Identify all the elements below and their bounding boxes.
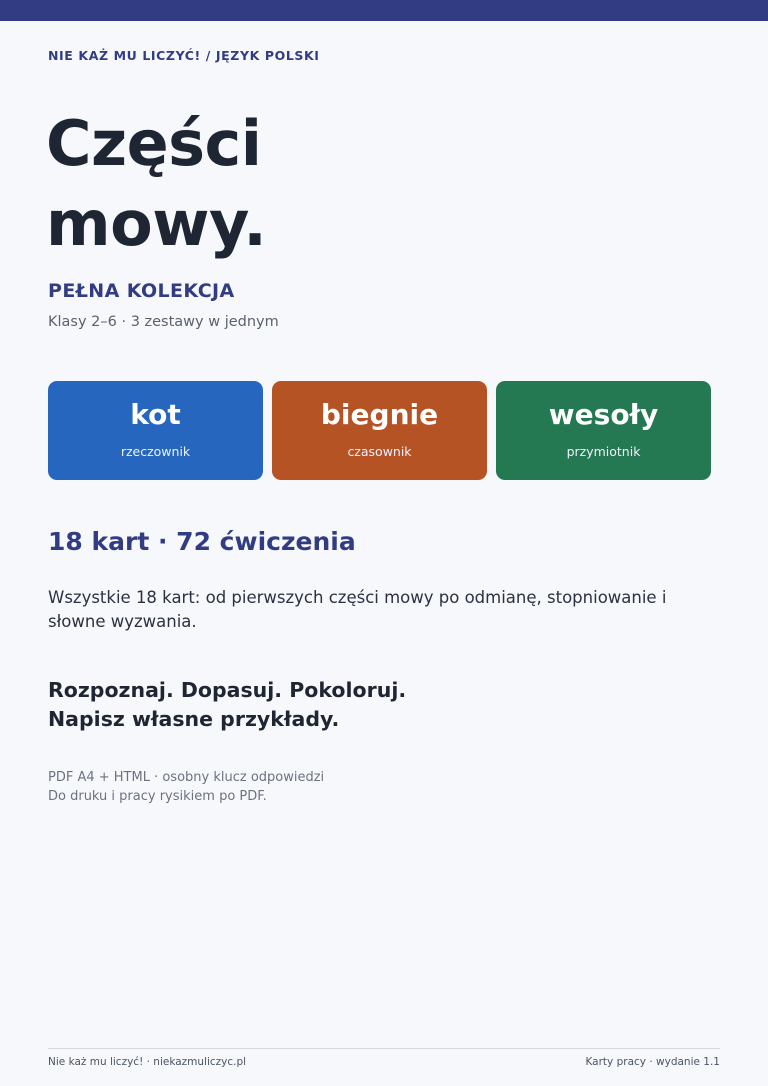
footer-site: Nie każ mu liczyć! · niekazmuliczyc.pl bbox=[48, 1056, 247, 1068]
card-part-of-speech: przymiotnik bbox=[566, 444, 641, 459]
page-title bbox=[46, 104, 266, 264]
footer-edition: Karty pracy · wydanie 1.1 bbox=[585, 1056, 720, 1068]
card-word: biegnie bbox=[320, 398, 439, 431]
page-title-line-1: Części bbox=[46, 107, 262, 180]
footer-divider bbox=[48, 1048, 720, 1049]
card-part-of-speech: czasownik bbox=[347, 444, 412, 459]
tagline-line-1: Rozpoznaj. Dopasuj. Pokoloruj. bbox=[48, 678, 407, 702]
format-note-line-1: PDF A4 + HTML · osobny klucz odpowiedzi bbox=[48, 770, 325, 785]
series-kicker: NIE KAŻ MU LICZYĆ! / JĘZYK POLSKI bbox=[48, 48, 320, 63]
word-card-noun bbox=[48, 381, 263, 480]
grade-range: Klasy 2–6 · 3 zestawy w jednym bbox=[48, 314, 279, 330]
format-note-line-2: Do druku i pracy rysikiem po PDF. bbox=[48, 789, 267, 804]
page-title-line-2: mowy. bbox=[46, 187, 267, 260]
word-card-verb bbox=[272, 381, 487, 480]
tagline-line-2: Napisz własne przykłady. bbox=[48, 707, 340, 731]
card-word: wesoły bbox=[548, 398, 659, 431]
collection-description: Wszystkie 18 kart: od pierwszych części mowy po odmianę, stopniowanie i słowne wyzwania. bbox=[48, 588, 667, 631]
format-note bbox=[48, 768, 324, 806]
card-part-of-speech: rzeczownik bbox=[120, 444, 191, 459]
activity-tagline bbox=[48, 676, 406, 734]
top-accent-bar bbox=[0, 0, 768, 21]
card-word: kot bbox=[130, 398, 181, 431]
word-card-adjective bbox=[496, 381, 711, 480]
collection-subtitle: PEŁNA KOLEKCJA bbox=[48, 280, 235, 302]
stats-heading: 18 kart · 72 ćwiczenia bbox=[48, 527, 356, 556]
